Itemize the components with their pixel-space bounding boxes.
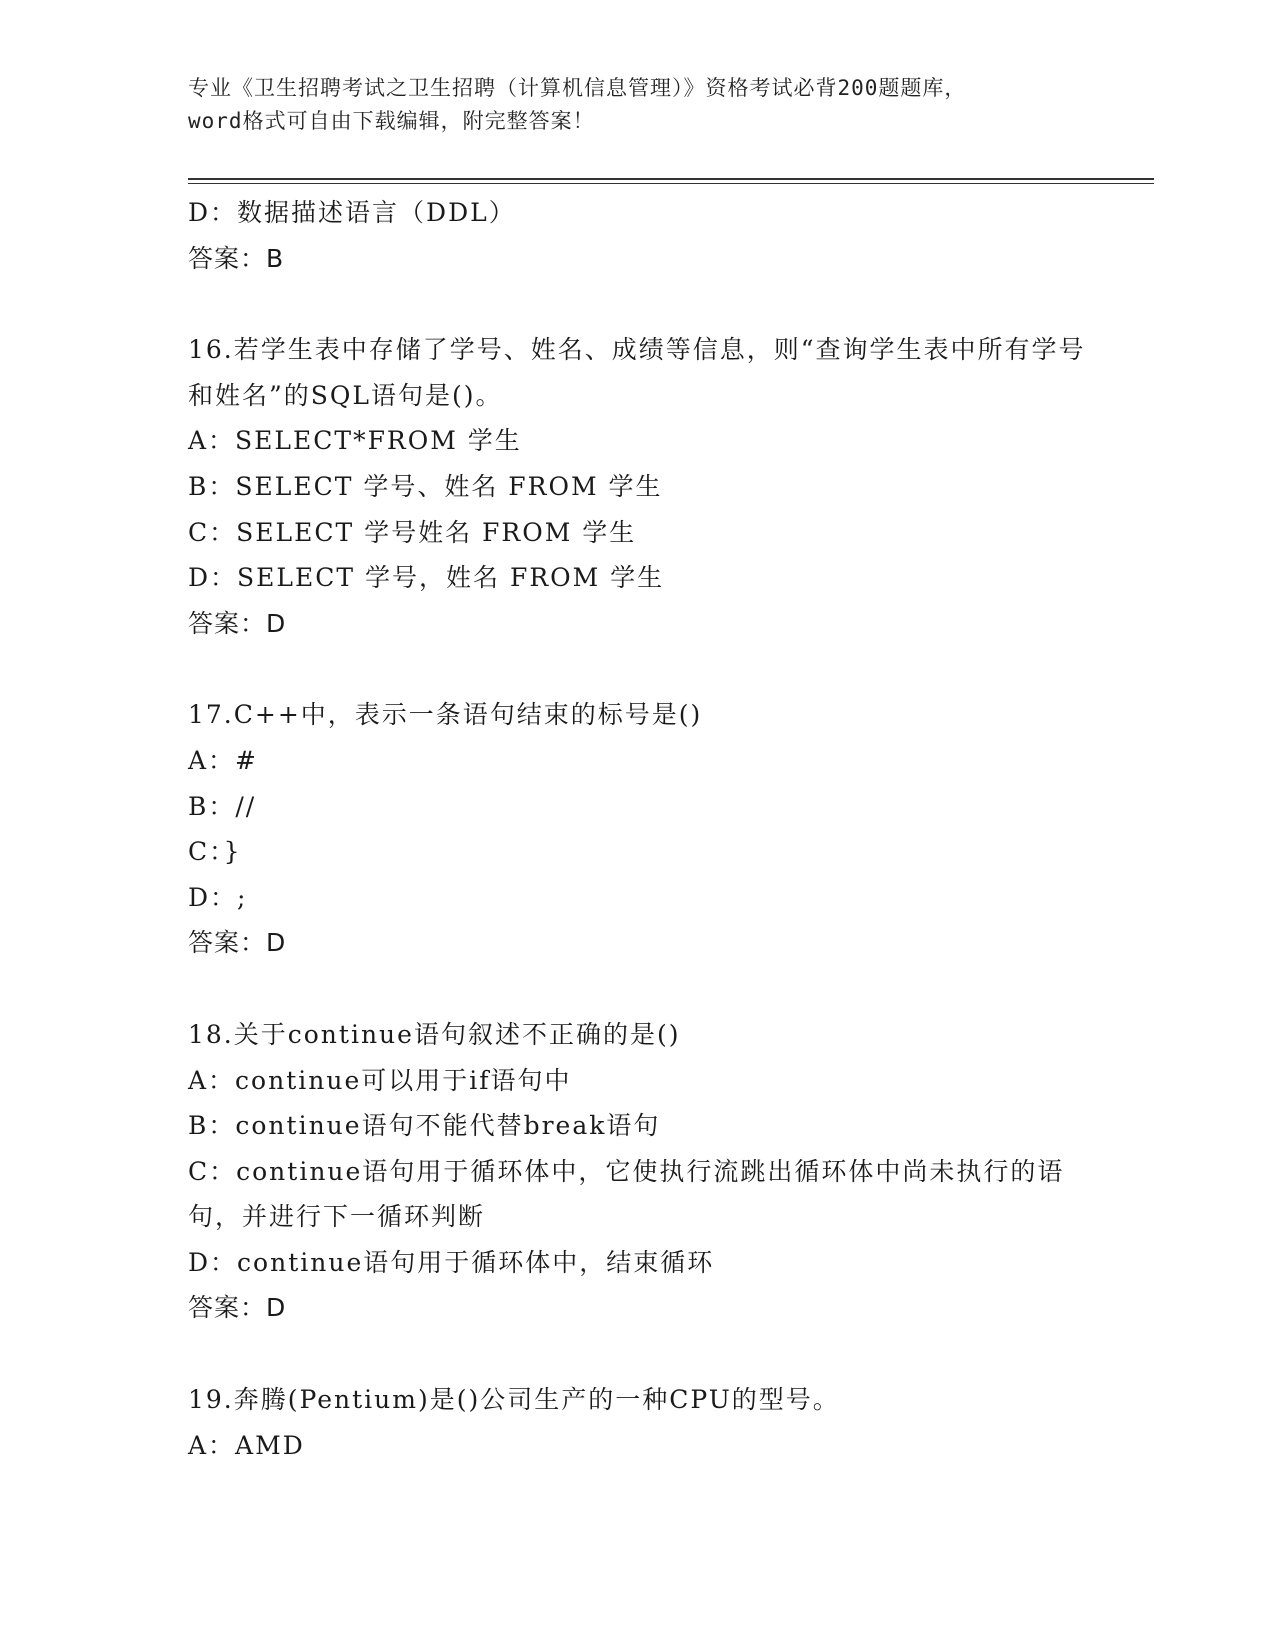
spacer	[188, 646, 1088, 692]
question-15-tail	[188, 190, 1088, 281]
option-a: A：AMD	[188, 1430, 305, 1460]
option-d: D：SELECT 学号，姓名 FROM 学生	[188, 563, 665, 593]
header-divider-thin	[188, 183, 1154, 184]
option-c: C：}	[188, 837, 242, 867]
option-b: B：continue语句不能代替break语句	[188, 1111, 661, 1141]
question-19	[188, 1377, 1088, 1468]
header-title-line-2: word格式可自由下载编辑，附完整答案！	[188, 109, 595, 133]
answer-line: 答案：D	[188, 928, 287, 958]
answer-line: 答案：D	[188, 608, 287, 638]
header-title-line-1: 专业《卫生招聘考试之卫生招聘（计算机信息管理）》资格考试必背200题题库，	[188, 76, 967, 100]
option-c: C：continue语句用于循环体中，它使执行流跳出循环体中尚未执行的语句，并进行下一循环判断	[188, 1156, 1065, 1232]
spacer	[188, 281, 1088, 327]
option-a: A：#	[188, 745, 259, 775]
header-divider-thick	[188, 178, 1154, 180]
question-stem: 17.C++中，表示一条语句结束的标号是()	[188, 700, 703, 730]
answer-line: 答案：B	[188, 243, 285, 273]
option-a: A：SELECT*FROM 学生	[188, 426, 522, 456]
option-d: D：continue语句用于循环体中，结束循环	[188, 1247, 715, 1277]
option-d: D：数据描述语言（DDL）	[188, 198, 516, 227]
question-stem: 18.关于continue语句叙述不正确的是()	[188, 1019, 681, 1049]
spacer	[188, 966, 1088, 1012]
option-b: B：SELECT 学号、姓名 FROM 学生	[188, 471, 663, 501]
question-16	[188, 327, 1088, 646]
question-stem: 19.奔腾(Pentium)是()公司生产的一种CPU的型号。	[188, 1385, 840, 1415]
option-c: C：SELECT 学号姓名 FROM 学生	[188, 517, 637, 547]
question-stem: 16.若学生表中存储了学号、姓名、成绩等信息，则“查询学生表中所有学号和姓名”的SQL语句是()。	[188, 335, 1086, 410]
question-18	[188, 1012, 1088, 1331]
option-d: D：;	[188, 882, 248, 912]
answer-line: 答案：D	[188, 1293, 287, 1323]
option-b: B：//	[188, 791, 257, 821]
option-a: A：continue可以用于if语句中	[188, 1065, 572, 1095]
spacer	[188, 1331, 1088, 1377]
document-body	[188, 190, 1088, 1468]
question-17	[188, 692, 1088, 966]
document-header	[188, 72, 1088, 138]
